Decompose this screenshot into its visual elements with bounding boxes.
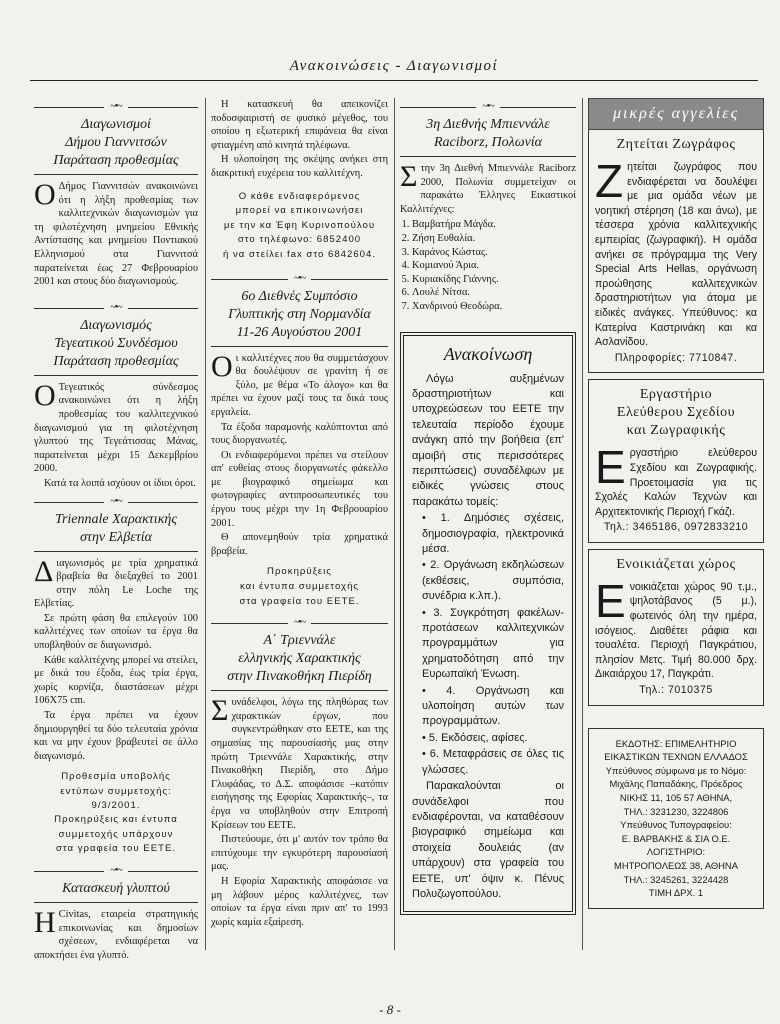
publisher-line: Ε. ΒΑΡΒΑΚΗΣ & ΣΙΑ Ο.Ε. (621, 832, 731, 844)
column-1 (34, 98, 198, 963)
note-line: συμμετοχής υπάρχουν (58, 828, 174, 840)
drop-cap: Η (34, 905, 56, 939)
drop-cap: Ο (34, 378, 56, 412)
column-4-classifieds (588, 98, 764, 909)
publisher-line: Υπεύθυνος Τυπογραφείου: (620, 819, 732, 831)
article-body: Ο Τεγεατικός σύνδεσμος ανακοινώνει ότι η λήξη προθεσμίας του καλλιτεχνικού διαγωνισμού για τη φιλοτέχνηση γλυπτού της Τεγεάτισσας Μάνας, παρατείνεται μέχρι 15 Δεκεμβρίου 2000. (34, 378, 198, 475)
note-line: Ο κάθε ενδιαφερόμενος (238, 190, 361, 202)
list-item: 3. Καράνος Κώστας. (412, 246, 576, 260)
note-line: και έντυπα συμμετοχής (239, 581, 360, 593)
list-item: 2. Ζήση Ευθαλία. (412, 232, 576, 246)
drop-cap: Δ (34, 554, 54, 588)
article-body: Συνάδελφοι, λόγω της πληθώρας των χαρακτικών έργων, που συγκεντρώθηκαν στο ΕΕΤΕ, και της σημασίας της παρουσίασής μας στην πρώτη Τριεννάλε Χαρακτικής, στην Πινακοθήκη Πιερίδη, στο Δήμο Γλυφάδας, το Δ.Σ. αποφάσισε –κατόπιν εισήγησης της Εφορίας Χαρακτικής–, τα έργα να υποβληθούν στην Επιτροπή Κρίσεων του ΕΕΤΕ. (211, 694, 388, 831)
article-body: Ο Δήμος Γιαννιτσών ανακοινώνει ότι η λήξη προθεσμίας των καλλιτεχνικών διαγωνισμών για τη φιλοτέχνηση μνημείου Εθνικής Αντίστασης και μνημείου Ποντιακού Ελληνισμού στα Γιαννιτσά παρατείνεται έως 27 Φεβρουαρίου 2001 και στους δύο διαγωνισμούς. (34, 178, 198, 288)
article-body: Τα έργα πρέπει να έχουν δημιουργηθεί τα δύο τελευταία χρόνια και να μην έχουν βραβευτεί σε άλλο διαγωνισμό. (34, 710, 198, 762)
ad-title: Ενοικιάζεται χώρος (616, 556, 736, 572)
publisher-line: Μιχάλης Παπαδάκης, Πρόεδρος (609, 778, 743, 790)
drop-cap: Ζ (595, 155, 624, 207)
publisher-line: ΝΙΚΗΣ 11, 105 57 ΑΘΗΝΑ, (619, 792, 733, 803)
note-line: στα γραφεία του ΕΕΤΕ. (55, 843, 177, 855)
announcement-item: • 1. Δημόσιες σχέσεις, δημοσιογραφία, ηλεκτρονικά μέσα. (422, 512, 564, 555)
ornament-divider: ~•~ (400, 100, 576, 114)
publisher-line: ΤΙΜΗ ΔΡΧ. 1 (648, 887, 704, 899)
article-body: Διαγωνισμός με τρία χρηματικά βραβεία θα διεξαχθεί το 2001 στην πόλη Le Loche της Ελβετίας. (34, 554, 198, 610)
article-body: Πιστεύουμε, ότι μ' αυτόν τον τρόπο θα επιτύχουμε την εγκυρότερη παρουσίασή μας. (211, 834, 388, 873)
article-title: Διαγωνισμοί Δήμου Γιαννιτσών Παράταση προθεσμίας (53, 117, 179, 168)
ornament-divider: ~•~ (211, 616, 388, 630)
drop-cap: Ε (595, 574, 626, 627)
article-body: Οι ενδιαφερόμενοι πρέπει να στείλουν απ' ευθείας στους διοργανωτές φάκελλο με βιογραφικό σημείωμα και φωτογραφίες αντιπροσωπευτικές του έργου τους μέχρι την 1η Φεβρουαρίου 2001. (211, 449, 388, 529)
article-body: Η κατασκευή θα απεικονίζει ποδοσφαιριστή σε φυσικό μέγεθος, του οποίου η εξωτερική επιφάνεια θα είναι φτιαγμένη από κινητά τηλέφωνα. (211, 99, 388, 151)
article-body: Τα έξοδα παραμονής καλύπτονται από τους διοργανωτές. (211, 421, 388, 447)
classified-ad (588, 549, 764, 706)
note-line: Προθεσμία υποβολής (61, 771, 171, 783)
publisher-box (588, 728, 764, 909)
list-item: 6. Λουλέ Νίτσα. (412, 286, 576, 300)
article-body: Κάθε καλλιτέχνης μπορεί να στείλει, με δικά του έξοδα, έως τρία έργα, χωρίς κορνίζα, διαστάσεων μέχρι 106Χ75 cm. (34, 654, 198, 707)
ad-body: Εργαστήριο ελεύθερου Σχεδίου και Ζωγραφικής. Προετοιμασία για τις Σχολές Καλών Τεχνών και Αρχιτεκτονικής Περιοχή Γκάζι. (595, 441, 757, 518)
drop-cap: Ε (595, 441, 626, 494)
announcement-title: Ανακοίνωση (443, 343, 533, 364)
ornament-divider: ~•~ (211, 272, 388, 286)
publisher-line: ΛΟΓΙΣΤΗΡΙΟ: (646, 846, 706, 858)
article-body: Οι καλλιτέχνες που θα συμμετάσχουν θα δουλέψουν σε γρανίτη ή σε ξύλο, με θέμα «Το άλογο» και θα πρέπει να έχουν μαζί τους τα δικά τους εργαλεία. (211, 349, 388, 418)
classifieds-header: μικρές αγγελίες (588, 98, 764, 130)
article-body: Η Εφορία Χαρακτικής αποφάσισε να μη λάβουν μέρος καλλιτέχνες, των οποίων τα έργα είναι πριν απ' το 1993 χωρίς καμία εξαίρεση. (211, 875, 388, 928)
drop-cap: Ο (211, 349, 233, 383)
column-divider (582, 98, 583, 950)
column-divider (205, 98, 206, 950)
classified-ad (588, 379, 764, 543)
list-item: 1. Βαμβατήρα Μάγδα. (412, 218, 576, 232)
column-3 (400, 98, 576, 915)
publisher-line: ΜΗΤΡΟΠΟΛΕΩΣ 38, ΑΘΗΝΑ (614, 859, 738, 871)
article-title: Κατασκευή γλυπτού (62, 880, 170, 896)
publisher-line: ΤΗΛ.: 3245261, 3224428 (623, 873, 729, 885)
announcement-body: Παρακαλούνται οι συνάδελφοι που ενδιαφέρονται, να καταθέσουν βιογραφικό σημείωμα και στοιχεία δουλειάς (αν υπάρχουν) στα γραφεία του ΕΕΤΕ, υπ' όψιν κ. Πένυς Πολυζωγοπούλου. (412, 780, 564, 900)
ad-body: Ζητείται ζωγράφος που ενδιαφέρεται να δουλέψει με μια ομάδα νέων με νοητική στέρηση (18 και άνω), με τέσσερα χρόνια καλλιτεχνικής εμπειρίας (ζωγραφική). Η ομάδα ανήκει σε πρόγραμμα της Very Special Arts Hellas, οργάνωση προώθησης καλλιτεχνικών δραστηριοτήτων για άτομα με ειδικές ανάγκες. Υπεύθυνος: κα Κατερίνα Καστρινάκη και κα Ασλανίδου. (595, 155, 757, 349)
ad-title: Ζητείται Ζωγράφος (616, 137, 736, 152)
announcement-item: • 5. Εκδόσεις, αφίσες. (422, 731, 528, 744)
publisher-line: ΕΚΔΟΤΗΣ: ΕΠΙΜΕΛΗΤΗΡΙΟ (615, 737, 737, 749)
article-body: Η Civitas, εταιρεία στρατηγικής επικοινωνίας και δημοσίων σχέσεων, ενδιαφέρεται να αποκτήσει ένα γλυπτό. (34, 905, 198, 961)
note-line: μπορεί να επικοινωνήσει (235, 205, 364, 217)
announcement-item: • 6. Μεταφράσεις σε όλες τις γλώσσες. (422, 748, 564, 776)
column-divider (394, 98, 395, 950)
publisher-line: ΕΙΚΑΣΤΙΚΩΝ ΤΕΧΝΩΝ ΕΛΛΑΔΟΣ (604, 751, 748, 763)
list-item: 7. Χανδρινού Θεοδώρα. (412, 300, 576, 314)
article-body: Κατά τα λοιπά ισχύουν οι ίδιοι όροι. (44, 477, 196, 489)
article-title: Α΄ Τριεννάλε ελληνικής Χαρακτικής στην Πινακοθήκη Πιερίδη (227, 633, 372, 685)
drop-cap: Σ (400, 160, 418, 193)
ad-title: Εργαστήριο Ελεύθερου Σχεδίου και Ζωγραφικής (616, 387, 736, 439)
note-line: ή να στείλει fax στο 6842604. (222, 248, 377, 260)
section-header: Ανακοινώσεις - Διαγωνισμοί (289, 58, 499, 74)
publisher-line: ΤΗΛ.: 3231230, 3224806 (623, 805, 729, 817)
announcement-item: • 2. Οργάνωση εκδηλώσεων (εκθέσεις, συμπόσια, συνέδρια κ.λπ.). (422, 559, 564, 603)
article-body: Στην 3η Διεθνή Μπιεννάλε Raciborz 2000, Πολωνία συμμετείχαν οι παρακάτω Έλληνες Εικαστικοί Καλλιτέχνες: (400, 160, 576, 215)
note-line: με την κα Έφη Κυρινοπούλου (223, 219, 376, 231)
note-line: Προκηρύξεις (267, 566, 332, 578)
article-body: Θ απονεμηθούν τρία χρηματικά βραβεία. (211, 532, 388, 557)
announcement-item: • 3. Συγκρότηση φακέλων-προτάσεων καλλιτεχνικών προγραμμάτων για χρηματοδότηση από την Ευρωπαϊκή Ένωση. (422, 606, 564, 681)
article-body: Η υλοποίηση της σκέψης ανήκει στη διακριτική ευχέρεια του καλλιτέχνη. (211, 154, 388, 179)
ad-body: Ενοικιάζεται χώρος 90 τ.μ., ψηλοτάβανος (5 μ.), φωτεινός όλη την ημέρα, ισόγειος. Διαθέτει ράφια και τουαλέτα. Περιοχή Παγκράτιου, πλησίον Μετς. Τιμή 80.000 δρχ. Δικαιάρχου 17, Παγκράτι. (595, 574, 757, 681)
ornament-divider: ~•~ (34, 864, 198, 878)
announcement-box (400, 332, 576, 916)
column-2 (211, 98, 388, 930)
page-number: - 8 - (379, 1002, 401, 1017)
artist-list (400, 218, 576, 313)
note-line: εντύπων συμμετοχής: 9/3/2001. (60, 786, 172, 811)
header-rule (30, 80, 758, 81)
ornament-divider: ~•~ (34, 100, 198, 114)
article-body: Σε πρώτη φάση θα επιλεγούν 100 καλλιτέχνες των οποίων τα έργα θα υποβληθούν σε διαγωνισμό. (34, 612, 198, 652)
ad-contact: Τηλ.: 3465186, 0972833210 (603, 521, 749, 534)
note-line: στα γραφεία του ΕΕΤΕ. (239, 595, 360, 607)
ad-contact: Πληροφορίες: 7710847. (614, 351, 738, 364)
publisher-line: Υπεύθυνος σύμφωνα με το Νόμο: (605, 764, 747, 776)
ornament-divider: ~•~ (34, 301, 198, 315)
article-title: Triennale Χαρακτικής στην Ελβετία (54, 511, 178, 545)
note-line: στο τηλέφωνο: 6852400 (237, 234, 362, 246)
list-item: 5. Κυριακίδης Γιάννης. (412, 273, 576, 287)
announcement-body: Λόγω αυξημένων δραστηριοτήτων και υποχρεώσεων του ΕΕΤΕ την τελευταία περίοδο έχουμε ανάγκη από την βοήθεια (επ' αμοιβή στις περισσότερες περιπτώσεις) συναδέλφων με ειδικές γνώσεις στους παρακάτω τομείς: (412, 372, 564, 508)
ornament-divider: ~•~ (34, 495, 198, 509)
article-title: 3η Διεθνής Μπιεννάλε Raciborz, Πολωνία (426, 117, 550, 150)
announcement-item: • 4. Οργάνωση και υλοποίηση αυτών των προγραμμάτων. (422, 684, 564, 728)
ad-contact: Τηλ.: 7010375 (639, 684, 713, 697)
article-title: Διαγωνισμός Τεγεατικού Συνδέσμου Παράταση προθεσμίας (53, 317, 179, 369)
drop-cap: Ο (34, 178, 56, 211)
drop-cap: Σ (211, 694, 229, 728)
list-item: 4. Κομιανού Άρια. (412, 259, 576, 273)
classified-ad (588, 130, 764, 373)
article-title: 6ο Διεθνές Συμπόσιο Γλυπτικής στη Νορμανδία 11-26 Αυγούστου 2001 (228, 288, 371, 340)
note-line: Προκηρύξεις και έντυπα (54, 814, 178, 826)
